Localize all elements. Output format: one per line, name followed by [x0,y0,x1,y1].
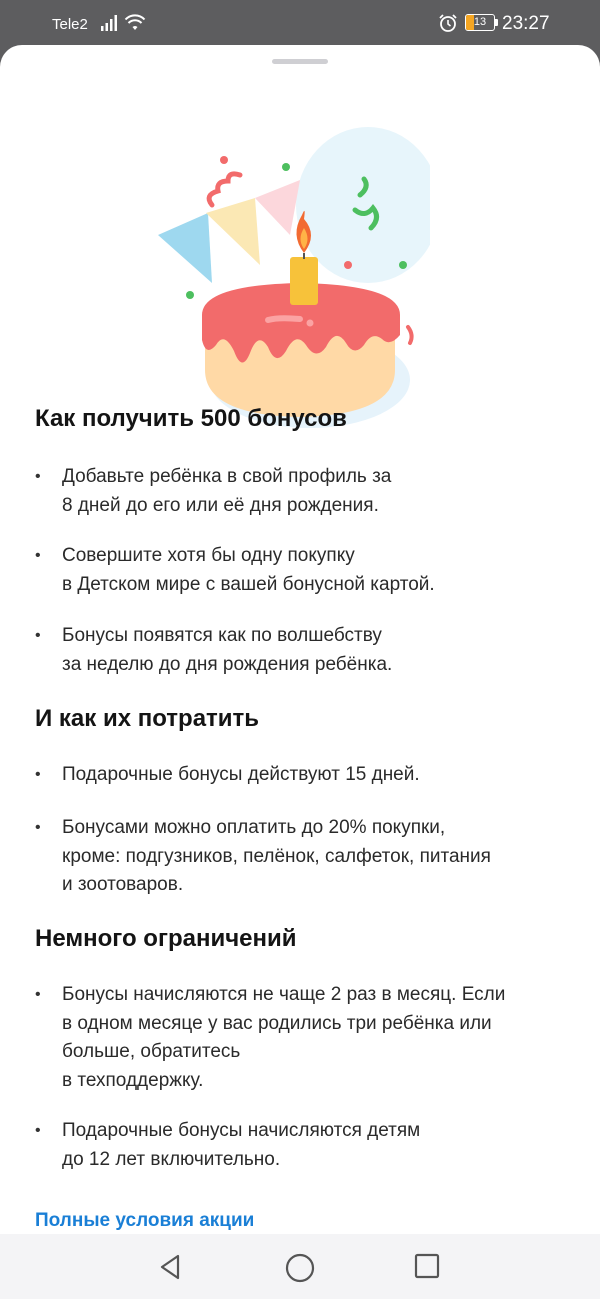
list-item-text: больше, обратитесь [62,1041,241,1062]
list-item [35,1117,565,1174]
section-title-restrictions: Немного ограничений [35,925,297,952]
list-item [35,981,565,1095]
full-terms-link[interactable]: Полные условия акции [35,1210,255,1231]
bullet-dot: • [35,819,41,836]
bullet-dot: • [35,627,41,644]
list-item-text: в Детском мире с вашей бонусной картой. [62,573,435,595]
alarm-icon [438,13,458,33]
wifi-icon [124,13,146,33]
home-circle-icon[interactable] [284,1252,316,1284]
list-item-text: Бонусы начисляются не чаще 2 раз в месяц. Если [62,984,506,1005]
battery-level: 13 [473,16,487,28]
list-item-text: в одном месяце у вас родились три ребёнка или [62,1012,492,1034]
bullet-dot: • [35,547,41,564]
bullet-dot: • [35,1122,41,1139]
list-item-text: Бонусами можно оплатить до 20% покупки, [62,817,446,838]
bullet-dot: • [35,766,41,783]
birthday-cake-icon [150,95,430,435]
list-item [35,622,565,679]
recents-square-icon[interactable] [413,1252,441,1280]
bullet-dot: • [35,986,41,1003]
list-item [35,542,565,599]
list-item [35,761,565,790]
list-item-text: Совершите хотя бы одну покупку [62,545,355,566]
list-item [35,463,565,520]
list-item-text: в техподдержку. [62,1069,204,1091]
sheet-drag-handle[interactable] [272,59,328,64]
list-item-text: 8 дней до его или её дня рождения. [62,494,379,516]
list-item-text: Подарочные бонусы действуют 15 дней. [62,764,420,785]
battery-tip [495,19,498,26]
system-nav-bar [0,1234,600,1299]
status-bar [0,0,600,48]
bullet-dot: • [35,468,41,485]
list-item-text: кроме: подгузников, пелёнок, салфеток, питания [62,845,491,867]
clock: 23:27 [502,13,550,34]
back-triangle-icon[interactable] [156,1252,186,1282]
bottom-sheet [0,45,600,1299]
list-item-text: Бонусы появятся как по волшебству [62,625,382,646]
section-title-how-to-get: Как получить 500 бонусов [35,405,347,432]
list-item [35,814,565,900]
list-item-text: Добавьте ребёнка в свой профиль за [62,466,392,487]
list-item-text: и зоотоваров. [62,874,184,895]
signal-icon [100,14,120,32]
list-item-text: Подарочные бонусы начисляются детям [62,1120,421,1141]
list-item-text: до 12 лет включительно. [62,1148,281,1170]
battery-icon [465,14,495,31]
section-title-how-to-spend: И как их потратить [35,705,260,732]
list-item-text: за неделю до дня рождения ребёнка. [62,653,393,675]
carrier-name: Tele2 [52,16,88,33]
